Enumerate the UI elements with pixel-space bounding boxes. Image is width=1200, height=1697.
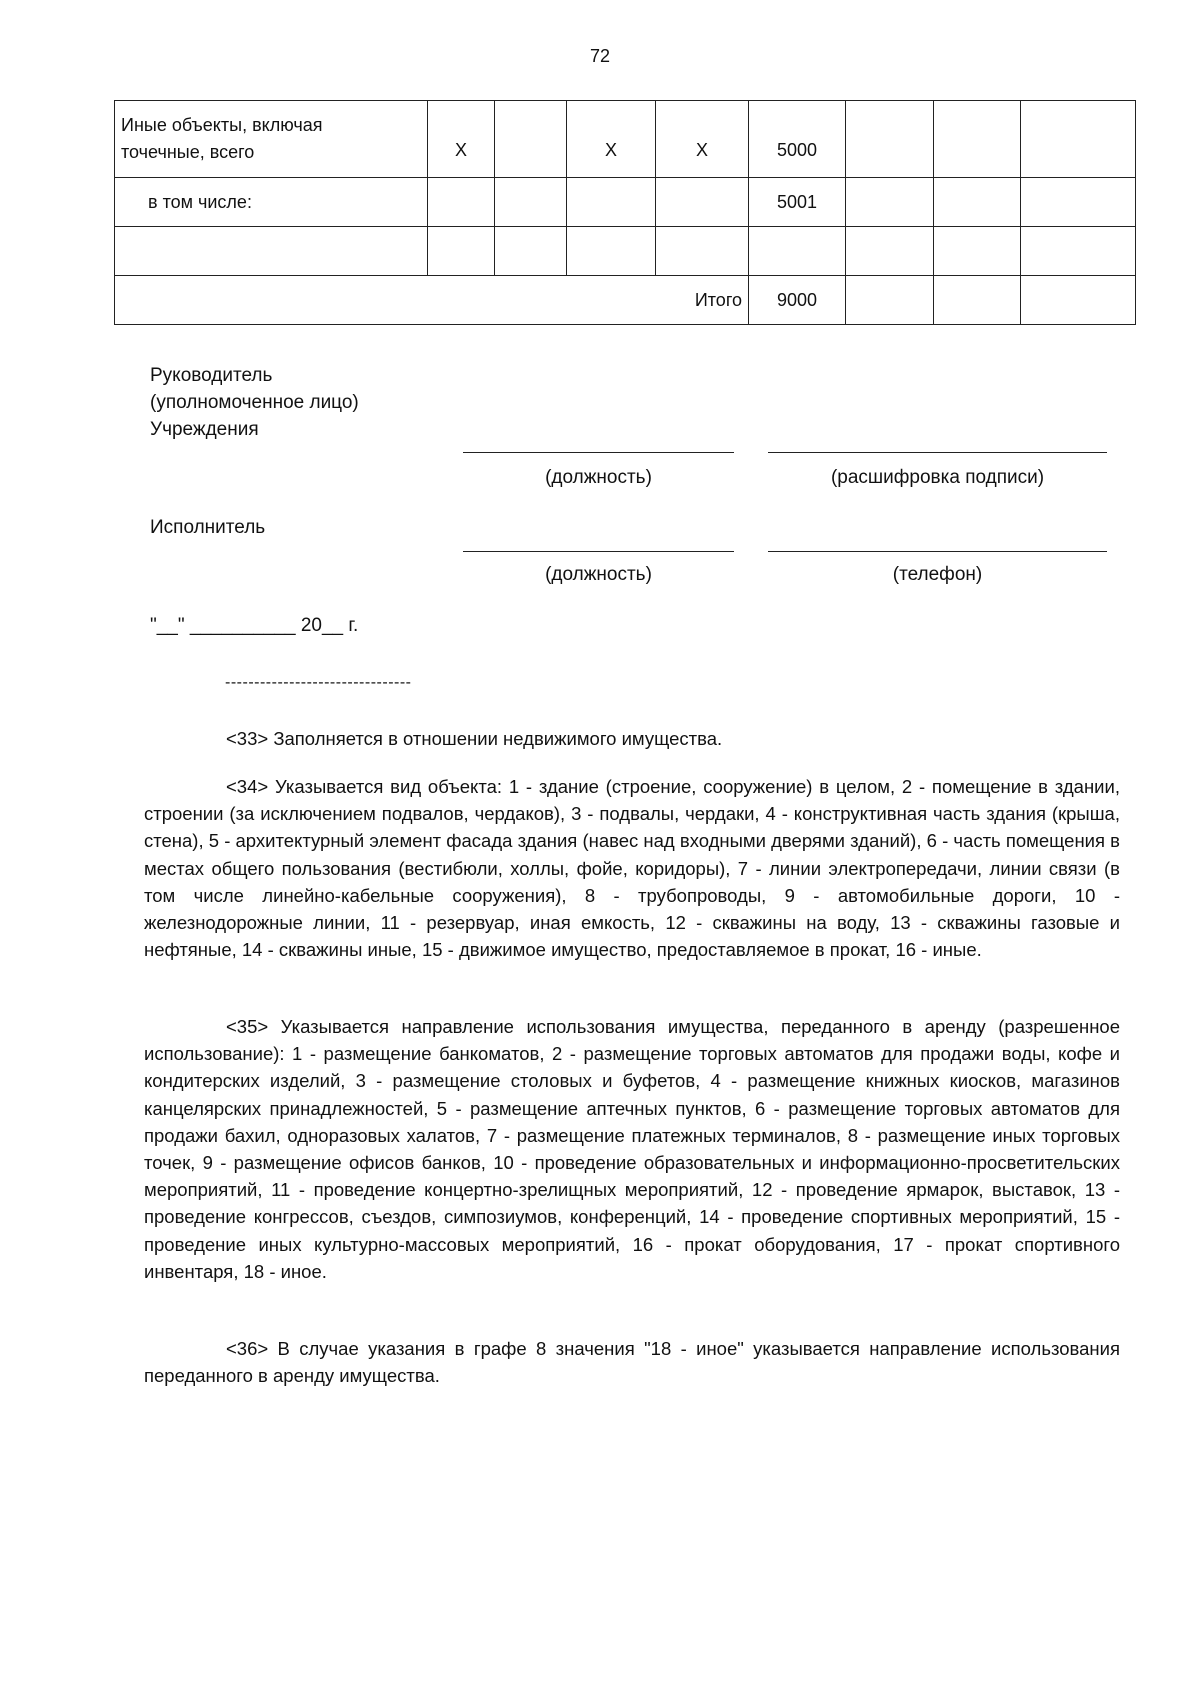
position-caption: (должность) [545,467,652,488]
row-code: 5000 [749,101,846,178]
position-signature-line [463,452,734,453]
table-cell [934,227,1021,276]
table-cell [934,178,1021,227]
table-cell [656,178,749,227]
footnote-36: <36> В случае указания в графе 8 значения "18 - иное" указывается направление использования переданного в аренду имущества. [144,1338,1120,1387]
executor-label: Исполнитель [150,517,266,538]
table-cell [934,101,1021,178]
table-row [115,227,1136,276]
table-cell [1021,178,1136,227]
decryption-signature-line [768,452,1107,453]
footnote-33: <33> Заполняется в отношении недвижимого имущества. [226,728,723,749]
footnote-35: <35> Указывается направление использования имущества, переданного в аренду (разрешенное использование): 1 - размещение банкоматов, 2 - размещение торговых автоматов для продажи воды, кофе и кондитерских изделий, 3 - размещение столовых и буфетов, 4 - размещение книжных киосков, магазинов канцелярских принадлежностей, 5 - размещение аптечных пунктов, 6 - размещение торговых автоматов для продажи бахил, одноразовых халатов, 7 - размещение платежных терминалов, 8 - размещение иных торговых точек, 9 - размещение офисов банков, 10 - проведение образовательных и информационно-просветительских мероприятий, 11 - проведение концертно-зрелищных мероприятий, 12 - проведение ярмарок, выставок, 13 - проведение конгрессов, съездов, симпозиумов, конференций, 14 - проведение спортивных мероприятий, 15 - проведение иных культурно-массовых мероприятий, 16 - прокат оборудования, 17 - прокат спортивного инвентаря, 18 - иное. [144,1016,1120,1282]
phone-line [768,551,1107,552]
table-cell [428,227,495,276]
row-label: в том числе: [115,178,428,227]
decryption-caption: (расшифровка подписи) [830,467,1045,488]
table-cell [495,101,567,178]
position-caption-2: (должность) [545,564,652,585]
table-row-total [115,276,1136,325]
table-cell [1021,227,1136,276]
footnote-separator: -------------------------------- [225,674,412,691]
row-label [115,101,428,178]
executor-position-line [463,551,734,552]
table-cell [1021,101,1136,178]
total-label: Итого [115,276,749,325]
table-cell [656,227,749,276]
table-cell: X [428,101,495,178]
row-code: 5001 [749,178,846,227]
table-cell [567,178,656,227]
table-row [115,101,1136,178]
table-cell [846,101,934,178]
head-block [150,362,359,443]
table-cell [846,276,934,325]
table-cell [495,178,567,227]
table-cell [846,227,934,276]
head-label: (уполномоченное лицо) [150,392,359,413]
row-code: 9000 [749,276,846,325]
table-cell [428,178,495,227]
head-label: Руководитель [150,365,273,386]
footnote-34: <34> Указывается вид объекта: 1 - здание (строение, сооружение) в целом, 2 - помещение в здании, строении (за исключением подвалов, чердаков), 3 - подвалы, чердаки, 4 - конструктивная часть здания (крыша, стена), 5 - архитектурный элемент фасада здания (навес над входными дверями зданий), 6 - часть помещения в местах общего пользования (вестибюли, холлы, фойе, коридоры), 7 - линии электропередачи, линии связи (в том числе линейно-кабельные сооружения), 8 - трубопроводы, 9 - автомобильные дороги, 10 - железнодорожные линии, 11 - резервуар, иная емкость, 12 - скважины на воду, 13 - скважины газовые и нефтяные, 14 - скважины иные, 15 - движимое имущество, предоставляемое в прокат, 16 - иные. [144,776,1120,961]
row-label [115,227,428,276]
table-row [115,178,1136,227]
head-label: Учреждения [150,419,259,440]
row-code [749,227,846,276]
table-cell [934,276,1021,325]
row-label-line: точечные, всего [121,142,255,162]
table-cell [567,227,656,276]
date-line: "__" __________ 20__ г. [150,615,359,636]
table-cell: X [656,101,749,178]
property-table [114,100,1136,325]
table-cell [846,178,934,227]
table-cell: X [567,101,656,178]
table-cell [1021,276,1136,325]
row-label-line: Иные объекты, включая [121,115,323,135]
page-number: 72 [589,46,611,66]
phone-caption: (телефон) [892,564,983,585]
table-cell [495,227,567,276]
